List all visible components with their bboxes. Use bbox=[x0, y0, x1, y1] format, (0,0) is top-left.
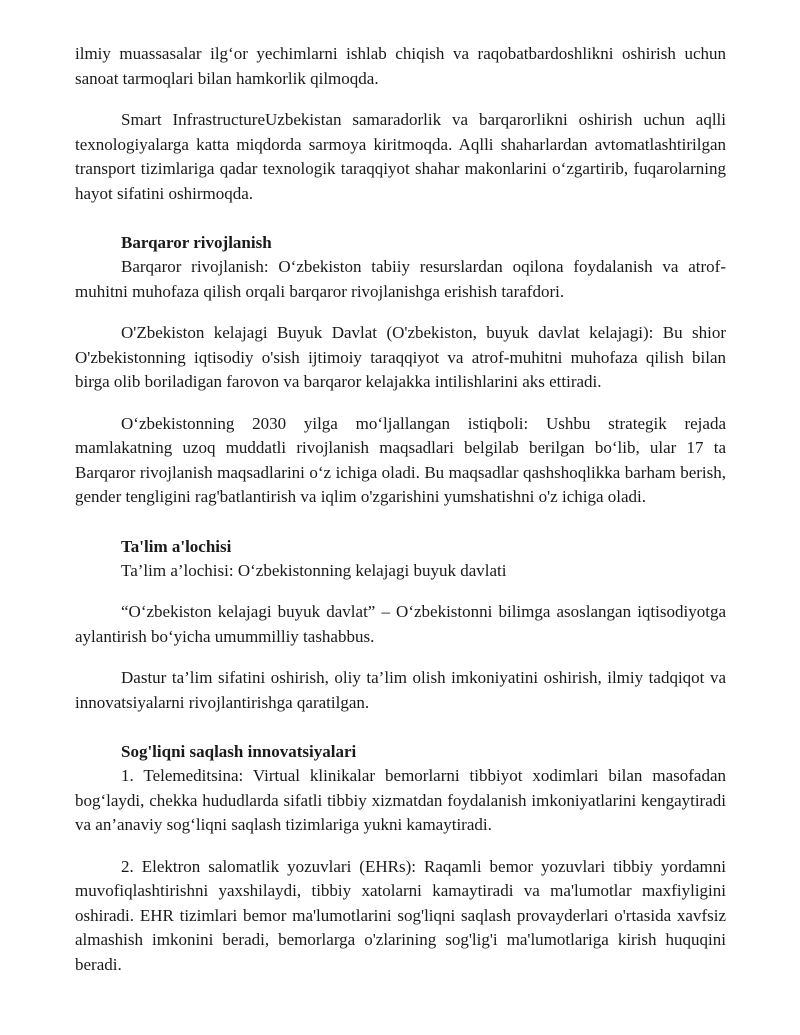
paragraph-healthcare-2: 2. Elektron salomatlik yozuvlari (EHRs): Raqamli bemor yozuvlari tibbiy yordamni muvofiqlashtirishni yaxshilaydi, tibbiy xatolarni kamaytiradi va ma'lumotlar maxfiyligini oshiradi. EHR tizimlari bemor ma'lumotlarini sog'liqni saqlash provayderlari o'rtasida xavfsiz almashish imkonini beradi, bemorlarga o'zlarining sog'lig'i ma'lumotlariga kirish huquqini beradi. bbox=[75, 856, 726, 974]
section-heading-sustainable-development: Barqaror rivojlanish bbox=[121, 233, 272, 252]
paragraph-sustainable-development-3: O‘zbekistonning 2030 yilga mo‘ljallangan istiqboli: Ushbu strategik rejada mamlakatning uzoq muddatli rivojlanish maqsadlari belgilab berilgan bo‘lib, ular 17 ta Barqaror rivojlanish maqsadlarini o‘z ichiga oladi. Bu maqsadlar qashshoqlikka barham berish, gender tengligini rag'batlantirish va iqlim o'zgarishini yumshatishni o'z ichiga oladi. bbox=[75, 413, 726, 506]
document-page bbox=[75, 42, 726, 994]
paragraph-sustainable-development-2: O'Zbekiston kelajagi Buyuk Davlat (O'zbekiston, buyuk davlat kelajagi): Bu shior O'zbekistonning iqtisodiy o'sish ijtimoiy taraqqiyot va atrof-muhitni muhofaza qilish bilan birga olib boriladigan farovon va barqaror kelajakka intilishlarini aks ettiradi. bbox=[75, 323, 726, 391]
paragraph-healthcare-1: 1. Telemeditsina: Virtual klinikalar bemorlarni tibbiyot xodimlari bilan masofadan bog‘laydi, chekka hududlarda sifatli tibbiy xizmatdan foydalanish imkoniyatlarini kengaytiradi va an’anaviy sog‘liqni saqlash tizimlariga yukni kamaytiradi. bbox=[75, 766, 726, 834]
section-heading-education: Ta'lim a'lochisi bbox=[121, 536, 232, 556]
section-heading-healthcare: Sog'liqni saqlash innovatsiyalari bbox=[121, 742, 357, 761]
paragraph-continuation: ilmiy muassasalar ilg‘or yechimlarni ishlab chiqish va raqobatbardoshlikni oshirish uchun sanoat tarmoqlari bilan hamkorlik qilmoqda. bbox=[75, 44, 726, 88]
paragraph-sustainable-development-1: Barqaror rivojlanish: O‘zbekiston tabiiy resurslardan oqilona foydalanish va atrof-muhitni muhofaza qilish orqali barqaror rivojlanishga erishish tarafdori. bbox=[75, 257, 726, 301]
paragraph-education-3: Dastur ta’lim sifatini oshirish, oliy ta’lim olish imkoniyatini oshirish, ilmiy tadqiqot va innovatsiyalarni rivojlantirishga qaratilgan. bbox=[75, 668, 726, 712]
paragraph-education-2: “O‘zbekiston kelajagi buyuk davlat” – O‘zbekistonni bilimga asoslangan iqtisodiyotga aylantirish bo‘yicha umummilliy tashabbus. bbox=[75, 602, 726, 646]
paragraph-smart-infrastructure: Smart InfrastructureUzbekistan samaradorlik va barqarorlikni oshirish uchun aqlli texnologiyalarga katta miqdorda sarmoya kiritmoqda. Aqlli shaharlardan avtomatlashtirilgan transport tizimlariga qadar texnologik taraqqiyot shahar makonlarini o‘zgartirib, fuqarolarning hayot sifatini oshirmoqda. bbox=[75, 110, 726, 203]
paragraph-education-1: Ta’lim a’lochisi: O‘zbekistonning kelajagi buyuk davlati bbox=[121, 560, 507, 580]
